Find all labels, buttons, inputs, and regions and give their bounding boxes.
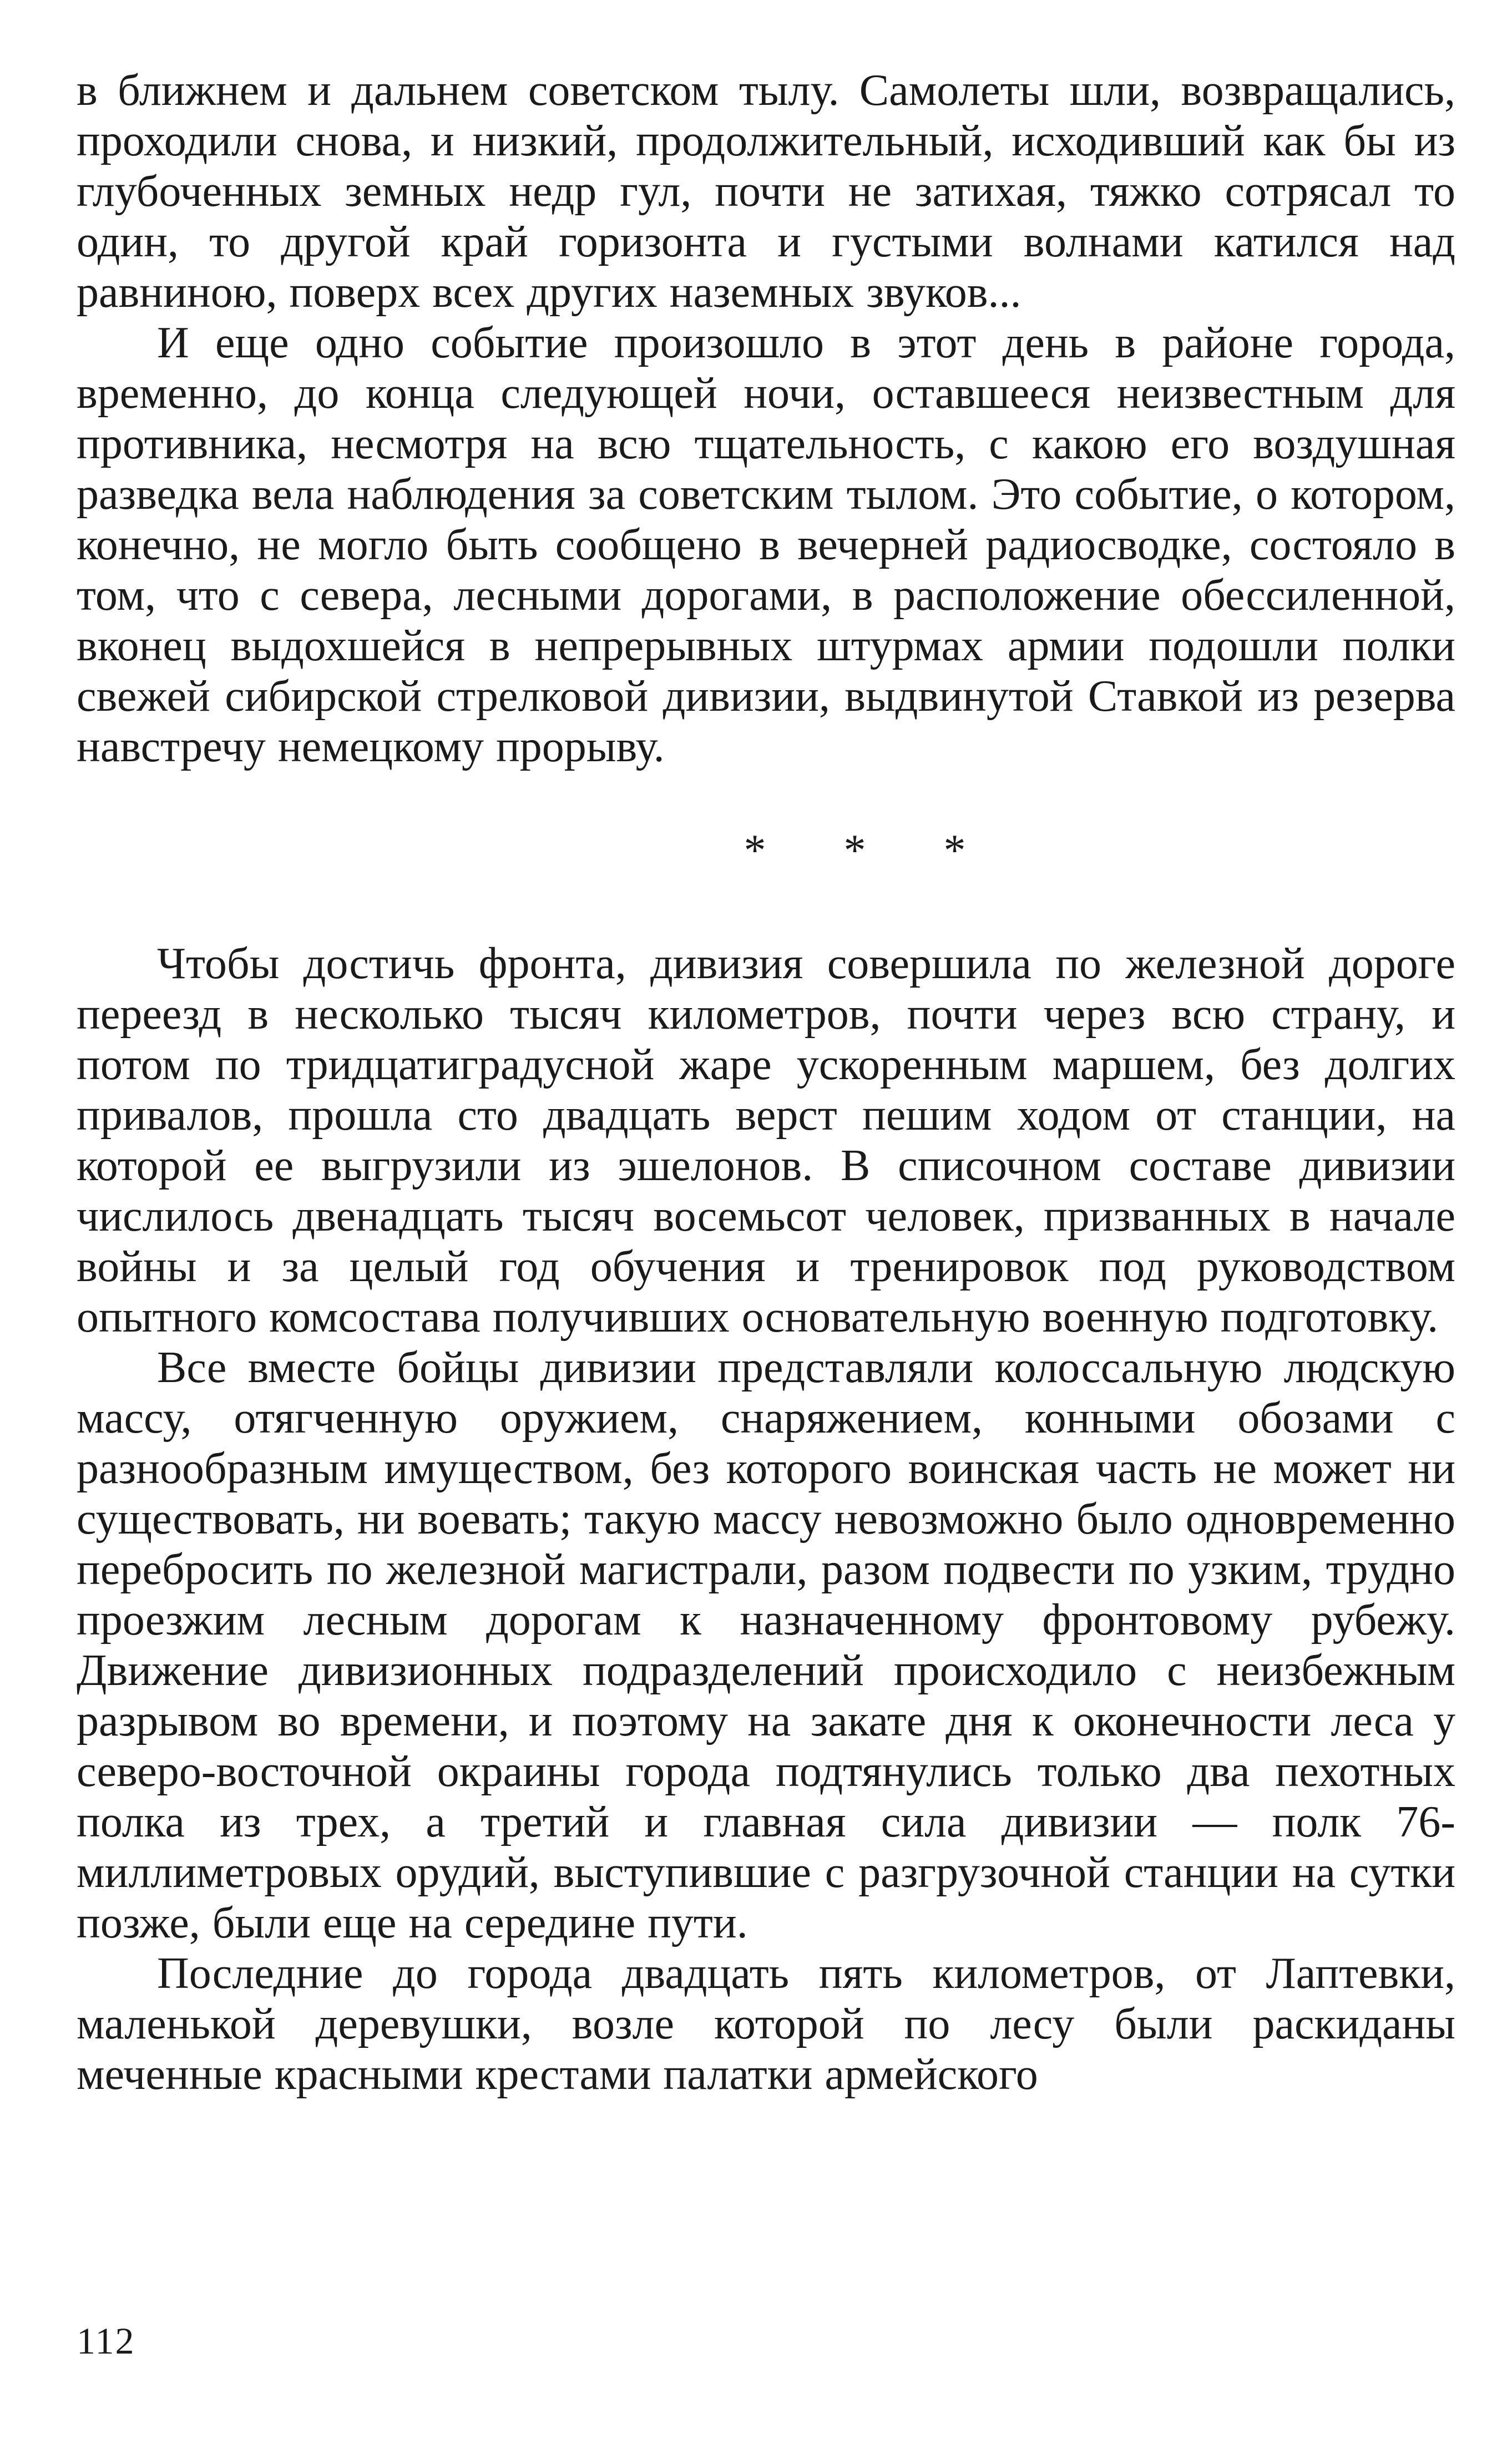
- paragraph-bottom-3: Последние до города двадцать пять километров, от Лаптевки, маленькой деревушки, возле которой по лесу были раскиданы меченные красными крестами палатки армейского: [77, 1949, 1455, 2099]
- text-column: [77, 65, 1455, 2100]
- asterism: * * *: [744, 826, 999, 875]
- paragraph-bottom-1: Чтобы достичь фронта, дивизия совершила по железной дороге переезд в несколько тысяч километров, почти через всю страну, и потом по тридцатиградусной жаре ускоренным маршем, без долгих привалов, прошла сто двадцать верст пешим ходом от станции, на которой ее выгрузили из эшелонов. В списочном составе дивизии числилось двенадцать тысяч восемьсот человек, призванных в начале войны и за целый год обучения и тренировок под руководством опытного комсостава получивших основательную военную подготовку.: [77, 939, 1455, 1342]
- paragraph-top-2: И еще одно событие произошло в этот день в районе города, временно, до конца следующей ночи, оставшееся неизвестным для противника, несмотря на всю тщательность, с какою его воздушная разведка вела наблюдения за советским тылом. Это событие, о котором, конечно, не могло быть сообщено в вечерней радиосводке, состояло в том, что с севера, лесными дорогами, в расположение обессиленной, вконец выдохшейся в непрерывных штурмах армии подошли полки свежей сибирской стрелковой дивизии, выдвинутой Ставкой из резерва навстречу немецкому прорыву.: [77, 318, 1455, 771]
- paragraph-top-1: в ближнем и дальнем советском тылу. Самолеты шли, возвращались, проходили снова, и низкий, продолжительный, исходивший как бы из глубоченных земных недр гул, почти не затихая, тяжко сотрясал то один, то другой край горизонта и густыми волнами катился над равниною, поверх всех других наземных звуков...: [77, 66, 1455, 317]
- paragraph-bottom-2: Все вместе бойцы дивизии представляли колоссальную людскую массу, отягченную оружием, снаряжением, конными обозами с разнообразным имуществом, без которого воинская часть не может ни существовать, ни воевать; такую массу невозможно было одновременно перебросить по железной магистрали, разом подвести по узким, трудно проезжим лесным дорогам к назначенному фронтовому рубежу. Движение дивизионных подразделений происходило с неизбежным разрывом во времени, и поэтому на закате дня к оконечности леса у северо-восточной окраины города подтянулись только два пехотных полка из трех, а третий и главная сила дивизии — полк 76-миллиметровых орудий, выступившие с разгрузочной станции на сутки позже, были еще на середине пути.: [77, 1343, 1455, 1947]
- page-number: 112: [77, 2320, 135, 2362]
- section-separator: [77, 772, 1455, 939]
